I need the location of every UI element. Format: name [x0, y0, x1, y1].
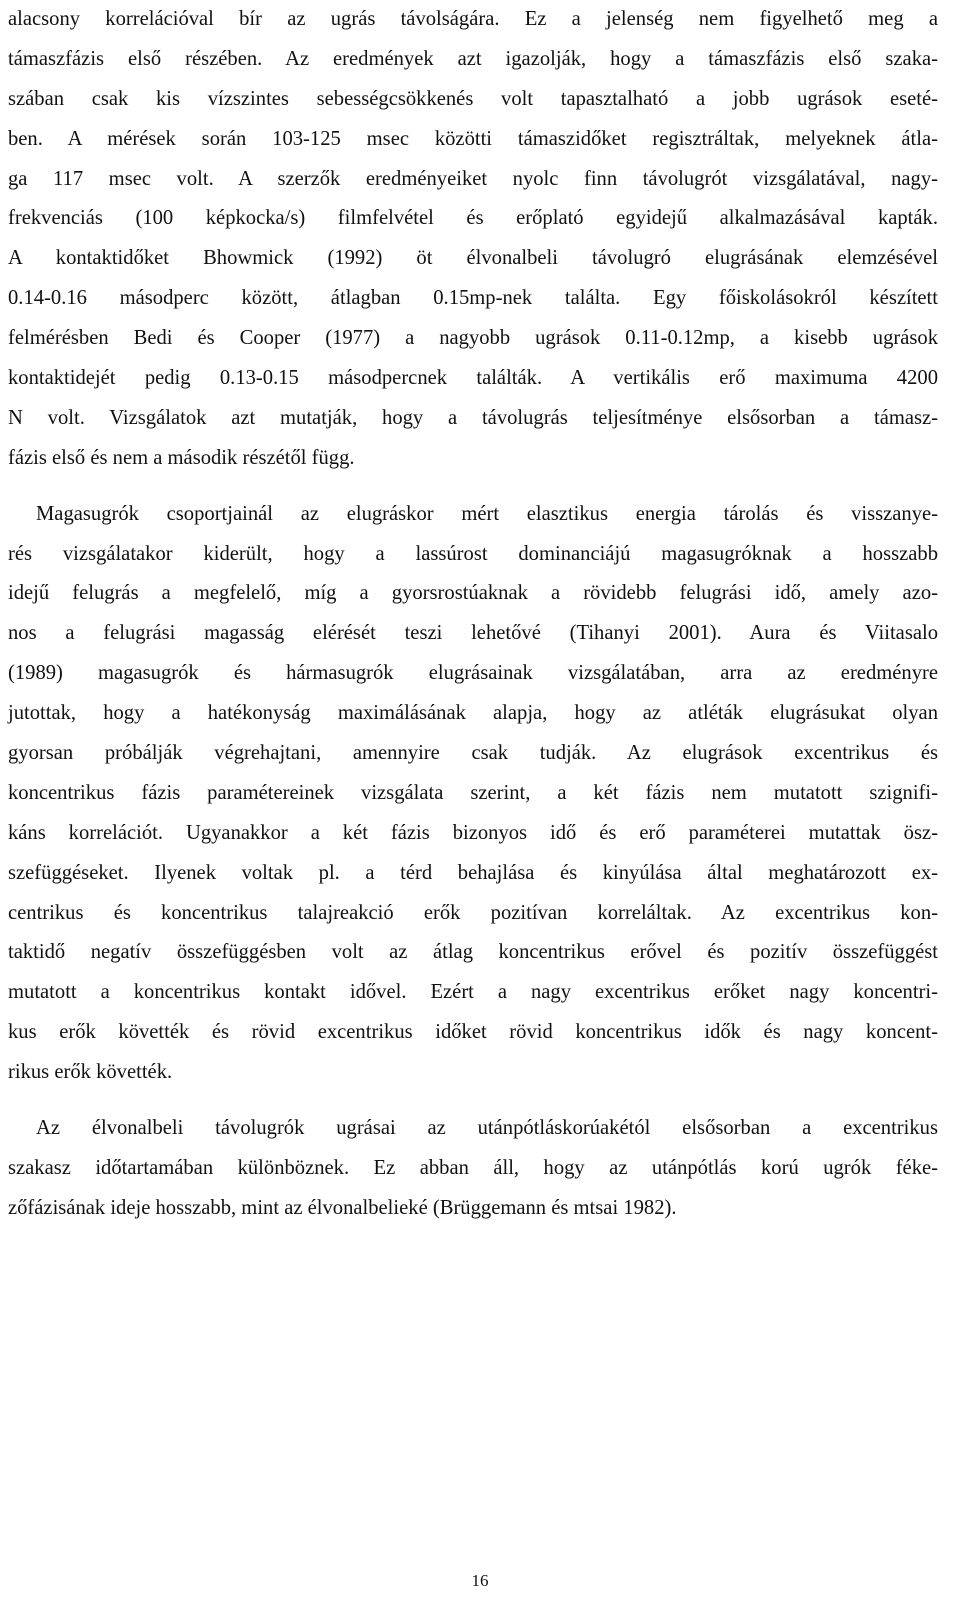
- text-line: gyorsan próbálják végrehajtani, amennyire csak tudják. Az elugrások excentrikus és: [8, 742, 938, 765]
- text-line: rikus erők követték.: [8, 1061, 173, 1084]
- text-line: támaszfázis első részében. Az eredmények azt igazolják, hogy a támaszfázis első szaka-: [8, 47, 938, 70]
- text-line: zőfázisának ideje hosszabb, mint az élvonalbelieké (Brüggemann és mtsai 1982).: [8, 1196, 677, 1219]
- text-line: mutatott a koncentrikus kontakt idővel. Ezért a nagy excentrikus erőket nagy koncentri-: [8, 981, 938, 1004]
- text-line: szefüggéseket. Ilyenek voltak pl. a térd behajlása és kinyúlása által meghatározott ex-: [8, 861, 938, 884]
- text-line: (1989) magasugrók és hármasugrók elugrásainak vizsgálatában, arra az eredményre: [8, 662, 938, 685]
- text-line: 0.14-0.16 másodperc között, átlagban 0.15mp-nek találta. Egy főiskolásokról készített: [8, 287, 938, 310]
- paragraph-2: [8, 495, 938, 1093]
- body-text: [8, 0, 938, 1229]
- text-line: káns korrelációt. Ugyanakkor a két fázis bizonyos idő és erő paraméterei mutattak ösz-: [8, 821, 938, 844]
- text-line: idejű felugrás a megfelelő, míg a gyorsrostúaknak a rövidebb felugrási idő, amely azo-: [8, 582, 938, 605]
- text-line: felmérésben Bedi és Cooper (1977) a nagyobb ugrások 0.11-0.12mp, a kisebb ugrások: [8, 327, 938, 350]
- text-line: N volt. Vizsgálatok azt mutatják, hogy a távolugrás teljesítménye elsősorban a támasz-: [8, 406, 938, 429]
- text-line: A kontaktidőket Bhowmick (1992) öt élvonalbeli távolugró elugrásának elemzésével: [8, 247, 938, 270]
- text-line: centrikus és koncentrikus talajreakció erők pozitívan korreláltak. Az excentrikus kon-: [8, 901, 938, 924]
- paragraph-3: [8, 1109, 938, 1229]
- text-line: frekvenciás (100 képkocka/s) filmfelvétel és erőplató egyidejű alkalmazásával kapták.: [8, 207, 938, 230]
- text-line: szakasz időtartamában különböznek. Ez abban áll, hogy az utánpótlás korú ugrók féke-: [8, 1156, 938, 1179]
- text-line: rés vizsgálatakor kiderült, hogy a lassúrost dominanciájú magasugróknak a hosszabb: [8, 542, 938, 565]
- text-line: jutottak, hogy a hatékonyság maximálásának alapja, hogy az atléták elugrásukat olyan: [8, 702, 938, 725]
- text-line: Az élvonalbeli távolugrók ugrásai az utánpótláskorúakétól elsősorban a excentrikus: [36, 1117, 938, 1140]
- text-line: koncentrikus fázis paramétereinek vizsgálata szerint, a két fázis nem mutatott szignifi-: [8, 781, 938, 804]
- text-line: Magasugrók csoportjainál az elugráskor mért elasztikus energia tárolás és visszanye-: [36, 502, 938, 525]
- text-line: nos a felugrási magasság elérését teszi lehetővé (Tihanyi 2001). Aura és Viitasalo: [8, 622, 938, 645]
- text-line: kontaktidejét pedig 0.13-0.15 másodpercnek találták. A vertikális erő maximuma 4200: [8, 367, 938, 390]
- text-line: taktidő negatív összefüggésben volt az átlag koncentrikus erővel és pozitív összefüggést: [8, 941, 938, 964]
- text-line: ga 117 msec volt. A szerzők eredményeiket nyolc finn távolugrót vizsgálatával, nagy-: [8, 167, 938, 190]
- text-line: fázis első és nem a második részétől függ.: [8, 446, 355, 469]
- paragraph-gap: [8, 479, 938, 495]
- text-line: alacsony korrelációval bír az ugrás távolságára. Ez a jelenség nem figyelhető meg a: [8, 8, 938, 30]
- paragraph-1: [8, 0, 938, 479]
- text-line: ben. A mérések során 103-125 msec közötti támaszidőket regisztráltak, melyeknek átla-: [8, 127, 938, 150]
- text-line: szában csak kis vízszintes sebességcsökkenés volt tapasztalható a jobb ugrások eseté-: [8, 87, 938, 110]
- paragraph-gap: [8, 1093, 938, 1109]
- page-number: 16: [471, 1571, 489, 1590]
- text-line: kus erők követték és rövid excentrikus időket rövid koncentrikus idők és nagy koncent-: [8, 1021, 938, 1044]
